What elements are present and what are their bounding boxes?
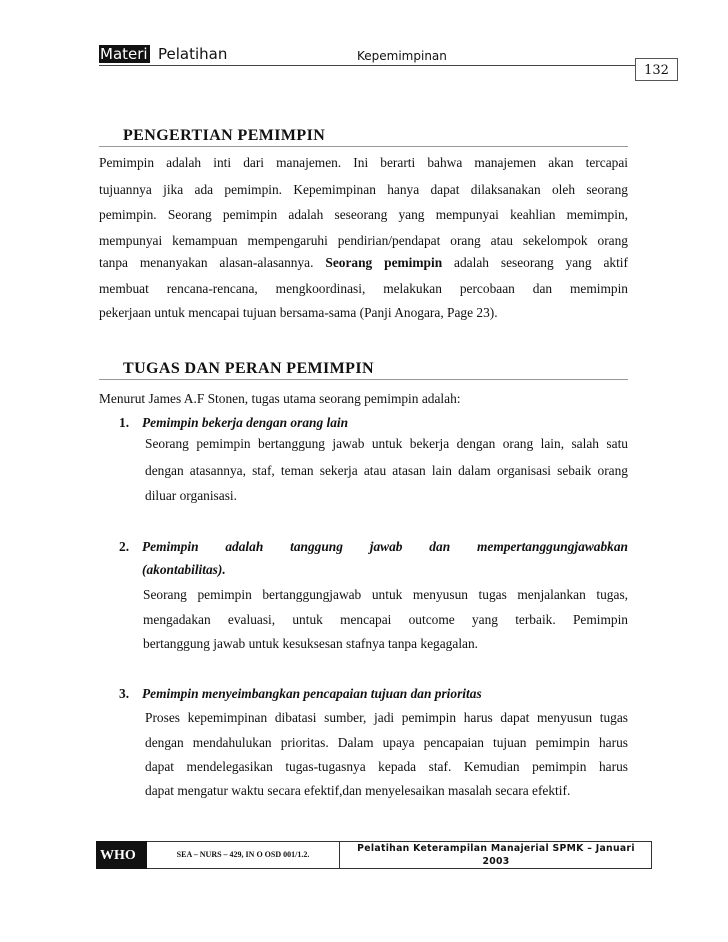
page-number: 132 xyxy=(635,58,678,81)
list-item-line: mengadakan evaluasi, untuk mencapai outcome yang terbaik. Pemimpin xyxy=(143,612,628,627)
list-item-line: Seorang pemimpin bertanggungjawab untuk menyusun tugas menjalankan tugas, xyxy=(143,587,628,602)
list-item-line: bertanggung jawab untuk kesuksesan stafnya tanpa kegagalan. xyxy=(143,636,479,651)
header-pelatihan-label: Pelatihan xyxy=(158,45,228,63)
list-number: 2. xyxy=(119,539,130,554)
paragraph-line: mempunyai kemampuan mempengaruhi pendirian/pendapat orang atau sekelompok orang xyxy=(99,233,628,248)
list-item-heading: Pemimpin bekerja dengan orang lain xyxy=(142,415,349,430)
footer-training-title xyxy=(341,842,651,868)
list-item-line: diluar organisasi. xyxy=(145,488,237,503)
section-rule xyxy=(99,379,628,380)
section-title-pengertian: PENGERTIAN PEMIMPIN xyxy=(123,127,326,144)
text-run: adalah seseorang yang aktif xyxy=(454,255,628,270)
list-item-line: dengan mendahulukan prioritas. Dalam upaya pencapaian tujuan pemimpin harus xyxy=(145,735,628,750)
footer-training-line1: Pelatihan Keterampilan Manajerial SPMK – Januari xyxy=(357,843,635,854)
list-item-heading-cont: (akontabilitas). xyxy=(142,562,226,577)
paragraph-line: tujuannya jika ada pemimpin. Kepemimpinan hanya dapat dilaksanakan oleh seorang xyxy=(99,182,628,197)
text-run-bold: Seorang pemimpin xyxy=(325,255,443,270)
list-item-line: dengan atasannya, staf, teman sekerja atau atasan lain dalam organisasi sebaik orang xyxy=(145,463,628,478)
list-item-line: Proses kepemimpinan dibatasi sumber, jadi pemimpin harus dapat menyusun tugas xyxy=(145,710,628,725)
list-item-heading: Pemimpin adalah tanggung jawab dan mempertanggungjawabkan xyxy=(142,539,628,554)
list-number: 1. xyxy=(119,415,130,430)
header-topic: Kepemimpinan xyxy=(357,49,447,63)
list-item-line: Seorang pemimpin bertanggung jawab untuk bekerja dengan orang lain, salah satu xyxy=(145,436,628,451)
section-rule xyxy=(99,146,628,147)
footer-document-code: SEA – NURS – 429, IN O OSD 001/1.2. xyxy=(147,841,340,869)
footer-who-label: WHO xyxy=(96,841,147,869)
paragraph-line: pekerjaan untuk mencapai tujuan bersama-sama (Panji Anogara, Page 23). xyxy=(99,305,498,320)
list-item-heading: Pemimpin menyeimbangkan pencapaian tujuan dan prioritas xyxy=(142,686,482,701)
footer-training-line2: 2003 xyxy=(482,856,510,867)
paragraph-line: membuat rencana-rencana, mengkoordinasi, melakukan percobaan dan memimpin xyxy=(99,281,628,296)
paragraph-line xyxy=(99,255,628,271)
header-rule xyxy=(99,65,635,66)
list-number: 3. xyxy=(119,686,130,701)
paragraph-line: pemimpin. Seorang pemimpin adalah seseorang yang mempunyai keahlian memimpin, xyxy=(99,207,628,222)
text-run: tanpa menanyakan alasan-alasannya. xyxy=(99,255,314,270)
paragraph-line: Pemimpin adalah inti dari manajemen. Ini berarti bahwa manajemen akan tercapai xyxy=(99,155,628,170)
header-materi-label: Materi xyxy=(100,45,148,63)
intro-line: Menurut James A.F Stonen, tugas utama seorang pemimpin adalah: xyxy=(99,391,461,406)
list-item-line: dapat mengatur waktu secara efektif,dan menyelesaikan masalah secara efektif. xyxy=(145,783,571,798)
section-title-tugas: TUGAS DAN PERAN PEMIMPIN xyxy=(123,360,374,377)
list-item-line: dapat mendelegasikan tugas-tugasnya kepada staf. Kemudian pemimpin harus xyxy=(145,759,628,774)
